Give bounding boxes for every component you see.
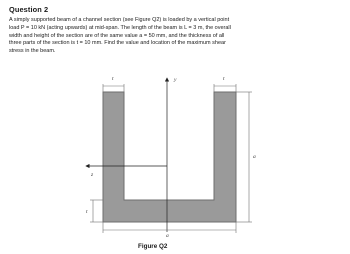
figure-caption: Figure Q2 [138,243,168,250]
problem-line: load P = 10 kN (acting upwards) at mid-span. The length of the beam is L = 3 m, the overall [9,24,231,31]
problem-line: three parts of the section is t = 10 mm. Find the value and location of the maximum shear [9,40,226,47]
problem-line: A simply supported beam of a channel section (see Figure Q2) is loaded by a vertical point [9,17,230,23]
width-label: a [166,233,169,239]
y-axis-label: y [174,77,177,83]
thickness-label-top-right: t [223,76,225,82]
thickness-label-bottom: t [86,209,88,215]
height-label: a [253,154,256,160]
z-axis-label: z [91,172,94,178]
channel-section-shape [103,92,236,222]
thickness-label-top-left: t [112,76,114,82]
problem-line: stress in the beam. [9,48,56,55]
question-heading: Question 2 [9,5,49,14]
problem-line: width and height of the section are of the same value a = 50 mm, and the thickness of all [9,32,225,39]
